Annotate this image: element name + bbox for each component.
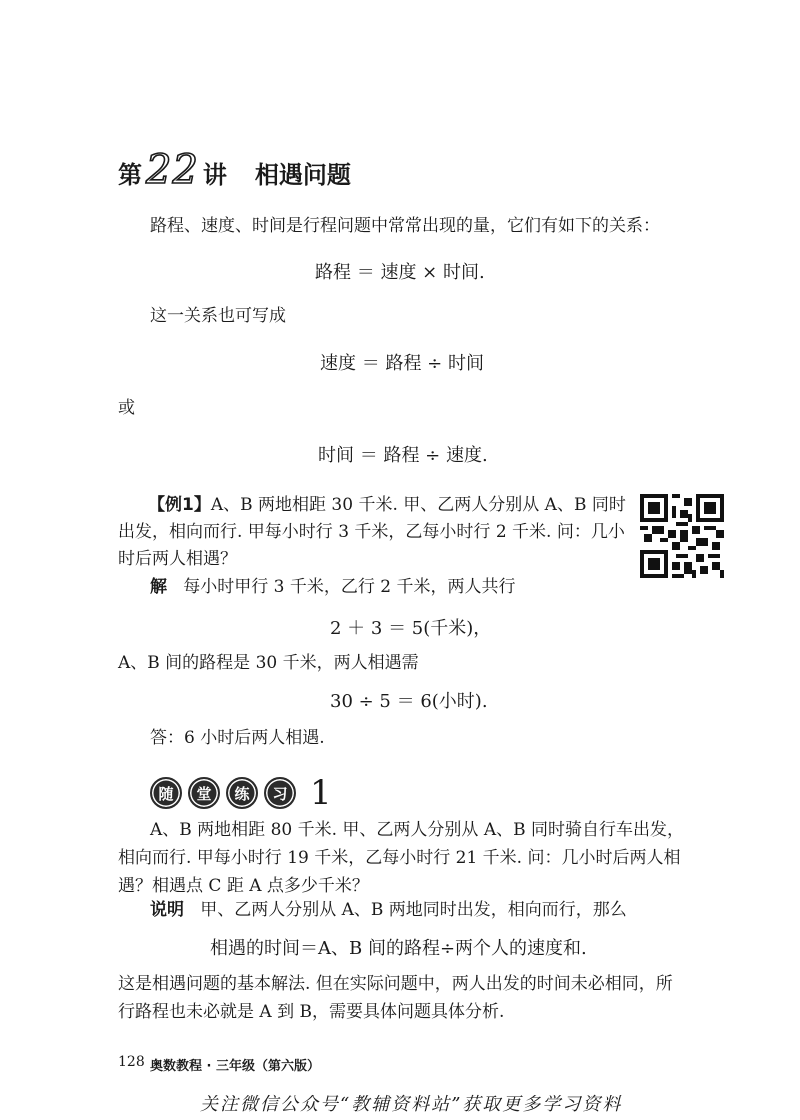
practice-char-1: 随 <box>150 777 182 809</box>
chapter-title <box>118 147 351 193</box>
title-suffix: 讲 <box>202 161 227 189</box>
example-1-solution-line-1: 解 每小时甲行 3 千米，乙行 2 千米，两人共行 <box>150 577 516 597</box>
practice-char-4: 习 <box>264 777 296 809</box>
formula-speed: 速度 ＝ 路程 ÷ 时间 <box>320 353 484 374</box>
intro-line-2: 这一关系也可写成 <box>150 306 286 326</box>
intro-line-1: 路程、速度、时间是行程问题中常常出现的量，它们有如下的关系： <box>150 216 660 236</box>
example-1-problem <box>118 492 638 573</box>
practice-number: 1 <box>310 773 332 813</box>
solution-label: 解 <box>150 577 167 597</box>
watermark-text: 关注微信公众号“教辅资料站”获取更多学习资料 <box>200 1094 623 1115</box>
book-title: 奥数教程 · 三年级（第六版） <box>150 1059 320 1074</box>
practice-char-2: 堂 <box>188 777 220 809</box>
note-label: 说明 <box>150 900 184 920</box>
title-prefix: 第 <box>118 161 142 189</box>
practice-char-3: 练 <box>226 777 258 809</box>
title-number: 22 <box>146 147 199 193</box>
example-1-label: 【例1】 <box>148 495 211 515</box>
example-1-solution-line-2: A、B 间的路程是 30 千米，两人相遇需 <box>118 653 419 673</box>
calc-1: 2 ＋ 3 ＝ 5(千米)， <box>330 618 492 639</box>
formula-time: 时间 ＝ 路程 ÷ 速度. <box>318 445 488 466</box>
page-number: 128 <box>118 1054 145 1070</box>
example-1-text: A、B 两地相距 30 千米. 甲、乙两人分别从 A、B 同时出发，相向而行. 甲每小时行 3 千米，乙每小时行 2 千米. 问：几小时后两人相遇？ <box>118 495 626 569</box>
formula-distance: 路程 ＝ 速度 × 时间. <box>315 262 485 283</box>
practice-1-problem: A、B 两地相距 80 千米. 甲、乙两人分别从 A、B 同时骑自行车出发，相向而行. 甲每小时行 19 千米，乙每小时行 21 千米. 问：几小时后两人相遇？相遇点 C 距 A 点多少千米？ <box>118 820 684 896</box>
title-topic: 相遇问题 <box>254 161 351 189</box>
practice-heading <box>150 773 332 813</box>
practice-note-line-2: 这是相遇问题的基本解法. 但在实际问题中，两人出发的时间未必相同，所行路程也未必就是 A 到 B，需要具体问题具体分析. <box>118 974 673 1022</box>
example-1-answer: 答：6 小时后两人相遇. <box>150 728 325 748</box>
intro-line-3: 或 <box>118 398 135 418</box>
calc-2: 30 ÷ 5 ＝ 6(小时). <box>330 691 488 712</box>
qr-code-icon[interactable] <box>640 494 724 578</box>
meeting-time-formula: 相遇的时间＝A、B 间的路程÷两个人的速度和. <box>210 938 587 959</box>
practice-note-line-1: 说明 甲、乙两人分别从 A、B 两地同时出发，相向而行，那么 <box>150 900 627 920</box>
